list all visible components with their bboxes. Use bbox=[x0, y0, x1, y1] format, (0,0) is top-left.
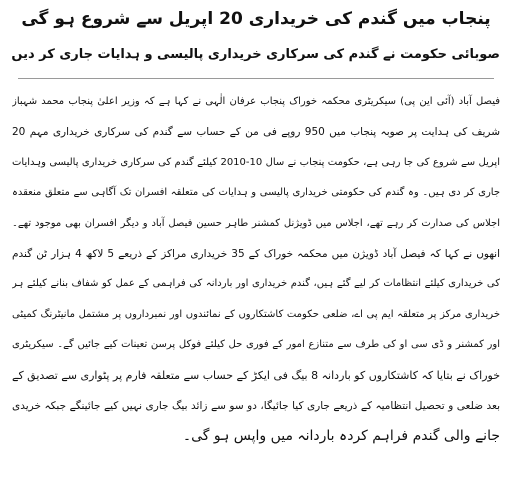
body-line: شریف کی ہدایت پر صوبہ پنجاب میں 950 روپے فی من کے حساب سے گندم کی سرکاری خریداری مہم 20 bbox=[12, 126, 500, 139]
body-line: جاری کر دی ہیں۔ وہ گندم کی حکومتی خریداری پالیسی و ہدایات کی متعلقہ افسران تک آگاہی سے متعلق منعقدہ bbox=[12, 187, 500, 199]
body-line: جانے والی گندم فراہم کردہ باردانہ میں واپس ہو گی۔ bbox=[182, 428, 500, 445]
body-line: انھوں نے کہا کہ فیصل آباد ڈویژن میں محکمہ خوراک کے 35 خریداری مراکز کے ذریعے 5 لاکھ 4 ہزار ٹن گندم bbox=[12, 248, 500, 261]
article-body bbox=[12, 87, 500, 452]
body-line: فیصل آباد (آئی این پی) سیکریٹری محکمہ خوراک پنجاب عرفان الٰہی نے کہا ہے کہ وزیر اعلیٰ پنجاب محمد شہباز bbox=[12, 96, 500, 107]
body-line: بعد ضلعی و تحصیل انتظامیہ کے ذریعے جاری کیا جائیگا، دو سو سے زائد بیگ جاری نہیں کیے جائینگے جبکہ خریدی bbox=[12, 400, 500, 413]
headline: پنجاب میں گندم کی خریداری 20 اپریل سے شروع ہو گی bbox=[21, 9, 491, 29]
body-line: خوراک نے بتایا کہ کاشتکاروں کو باردانہ 8 بیگ فی ایکڑ کے حساب سے متعلقہ فارم پر پٹواری سے تصدیق کے bbox=[12, 368, 500, 382]
body-line: اجلاس کی صدارت کر رہے تھے، اجلاس میں ڈویژنل کمشنر طاہر حسین فیصل آباد و دیگر افسران بھی موجود تھے۔ bbox=[12, 217, 500, 229]
body-line: اور کمشنر و ڈی سی او کی طرف سے متنازع امور کے فوری حل کیلئے فوکل پرسن تعینات کیے جائیں گے۔ سیکریٹری bbox=[12, 339, 500, 351]
subheadline: صوبائی حکومت نے گندم کی سرکاری خریداری پالیسی و ہدایات جاری کر دیں bbox=[11, 47, 500, 62]
body-line: کی خریداری کیلئے انتظامات کر لیے گئے ہیں، گندم خریداری اور باردانہ کی فراہمی کے عمل کو شفاف بنانے کیلئے ہر bbox=[12, 278, 500, 290]
divider bbox=[18, 78, 494, 79]
body-line: اپریل سے شروع کی جا رہی ہے، حکومت پنجاب نے سال 10-2010 کیلئے گندم کی سرکاری خریداری پالیسی وہدایات bbox=[12, 156, 500, 168]
body-line: خریداری مرکز پر متعلقہ ایم پی اے، ضلعی حکومت کاشتکاروں کے نمائندوں اور نمبرداروں پر مشتمل مانیٹرنگ کمیٹی bbox=[12, 308, 500, 320]
